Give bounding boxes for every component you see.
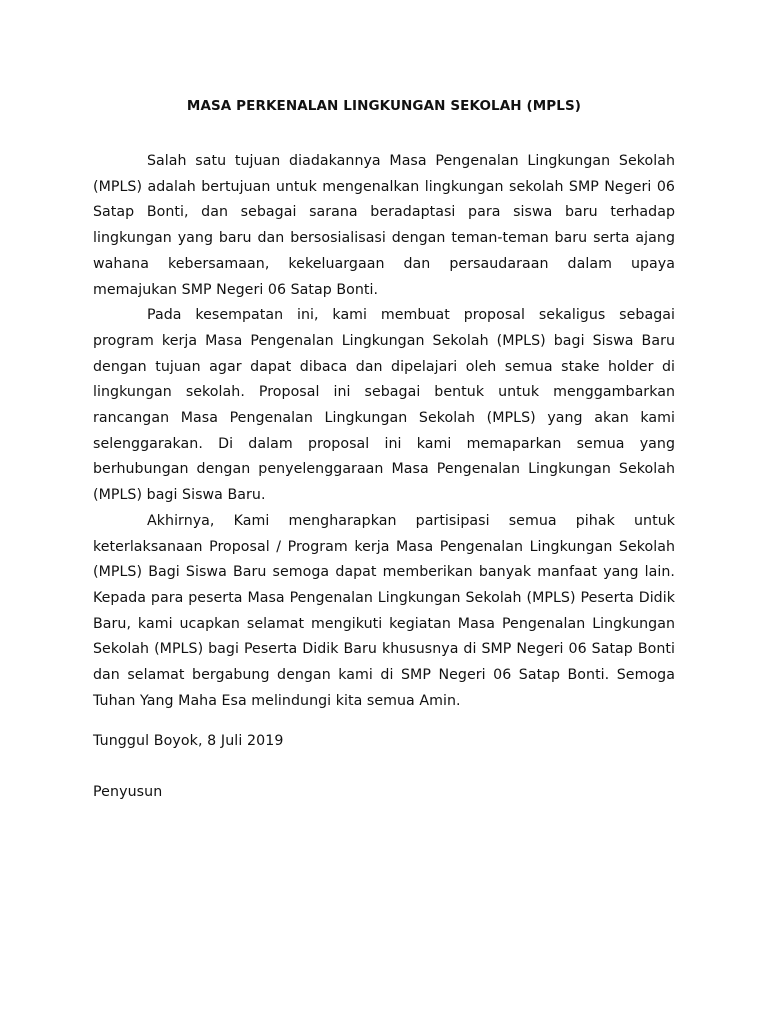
paragraph-proposal: Pada kesempatan ini, kami membuat proposal sekaligus sebagai program kerja Masa Pengenalan Lingkungan Sekolah (MPLS) bagi Siswa Baru dengan tujuan agar dapat dibaca dan dipelajari oleh semua stake holder di lingkungan sekolah. Proposal ini sebagai bentuk untuk menggambarkan rancangan Masa Pengenalan Lingkungan Sekolah (MPLS) yang akan kami selenggarakan. Di dalam proposal ini kami memaparkan semua yang berhubungan dengan penyelenggaraan Masa Pengenalan Lingkungan Sekolah (MPLS) bagi Siswa Baru.	[93, 307, 675, 504]
document-page	[93, 96, 675, 803]
document-title: MASA PERKENALAN LINGKUNGAN SEKOLAH (MPLS)	[186, 98, 582, 114]
signer-label: Penyusun	[93, 784, 163, 801]
place-date: Tunggul Boyok, 8 Juli 2019	[93, 733, 284, 750]
paragraph-closing: Akhirnya, Kami mengharapkan partisipasi semua pihak untuk keterlaksanaan Proposal / Program kerja Masa Pengenalan Lingkungan Sekolah (MPLS) Bagi Siswa Baru semoga dapat memberikan banyak manfaat yang lain. Kepada para peserta Masa Pengenalan Lingkungan Sekolah (MPLS) Peserta Didik Baru, kami ucapkan selamat mengikuti kegiatan Masa Pengenalan Lingkungan Sekolah (MPLS) bagi Peserta Didik Baru khususnya di SMP Negeri 06 Satap Bonti dan selamat bergabung dengan kami di SMP Negeri 06 Satap Bonti. Semoga Tuhan Yang Maha Esa melindungi kita semua Amin.	[93, 512, 675, 709]
paragraph-purpose: Salah satu tujuan diadakannya Masa Pengenalan Lingkungan Sekolah (MPLS) adalah bertujuan untuk mengenalkan lingkungan sekolah SMP Negeri 06 Satap Bonti, dan sebagai sarana beradaptasi para siswa baru terhadap lingkungan yang baru dan bersosialisasi dengan teman-teman baru serta ajang wahana kebersamaan, kekeluargaan dan persaudaraan dalam upaya memajukan SMP Negeri 06 Satap Bonti.	[93, 153, 675, 298]
